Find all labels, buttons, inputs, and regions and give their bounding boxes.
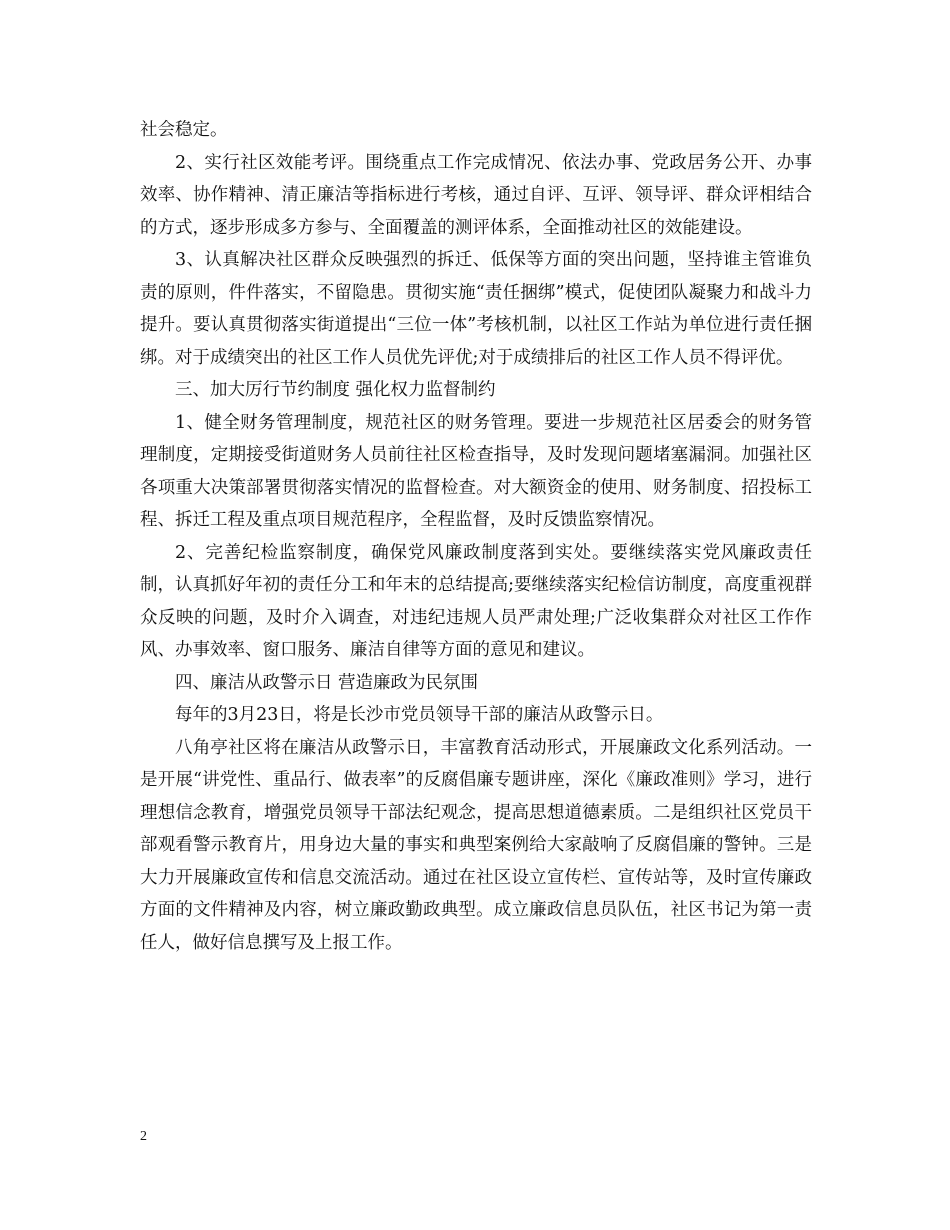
paragraph: 2、实行社区效能考评。围绕重点工作完成情况、依法办事、党政居务公开、办事效率、协作精神、清正廉洁等指标进行考核，通过自评、互评、领导评、群众评相结合的方式，逐步形成多方参与、全面覆盖的测评体系，全面推动社区的效能建设。 (140, 152, 812, 238)
paragraph: 社会稳定。 (140, 120, 228, 140)
paragraph: 2、完善纪检监察制度，确保党风廉政制度落到实处。要继续落实党风廉政责任制，认真抓好年初的责任分工和年末的总结提高;要继续落实纪检信访制度，高度重视群众反映的问题，及时介入调查，对违纪违规人员严肃处理;广泛收集群众对社区工作作风、办事效率、窗口服务、廉洁自律等方面的意见和建议。 (140, 542, 812, 660)
section-heading: 三、加大厉行节约制度 强化权力监督制约 (175, 380, 496, 400)
paragraph: 3、认真解决社区群众反映强烈的拆迁、低保等方面的突出问题，坚持谁主管谁负责的原则，件件落实，不留隐患。贯彻实施“责任捆绑”模式，促使团队凝聚力和战斗力提升。要认真贯彻落实街道提出“三位一体”考核机制，以社区工作站为单位进行责任捆绑。对于成绩突出的社区工作人员优先评优;对于成绩排后的社区工作人员不得评优。 (140, 250, 812, 368)
paragraph: 每年的3月23日，将是长沙市党员领导干部的廉洁从政警示日。 (175, 705, 664, 725)
page-number: 2 (140, 1129, 147, 1144)
paragraph: 八角亭社区将在廉洁从政警示日，丰富教育活动形式，开展廉政文化系列活动。一是开展“讲党性、重品行、做表率”的反腐倡廉专题讲座，深化《廉政准则》学习，进行理想信念教育，增强党员领导干部法纪观念，提高思想道德素质。二是组织社区党员干部观看警示教育片，用身边大量的事实和典型案例给大家敲响了反腐倡廉的警钟。三是大力开展廉政宣传和信息交流活动。通过在社区设立宣传栏、宣传站等，及时宣传廉政方面的文件精神及内容，树立廉政勤政典型。成立廉政信息员队伍，社区书记为第一责任人，做好信息撰写及上报工作。 (140, 737, 812, 953)
paragraph: 1、健全财务管理制度，规范社区的财务管理。要进一步规范社区居委会的财务管理制度，定期接受街道财务人员前往社区检查指导，及时发现问题堵塞漏洞。加强社区各项重大决策部署贯彻落实情况的监督检查。对大额资金的使用、财务制度、招投标工程、拆迁工程及重点项目规范程序，全程监督，及时反馈监察情况。 (140, 412, 812, 530)
section-heading: 四、廉洁从政警示日 营造廉政为民氛围 (175, 672, 479, 693)
document-body (140, 114, 812, 959)
